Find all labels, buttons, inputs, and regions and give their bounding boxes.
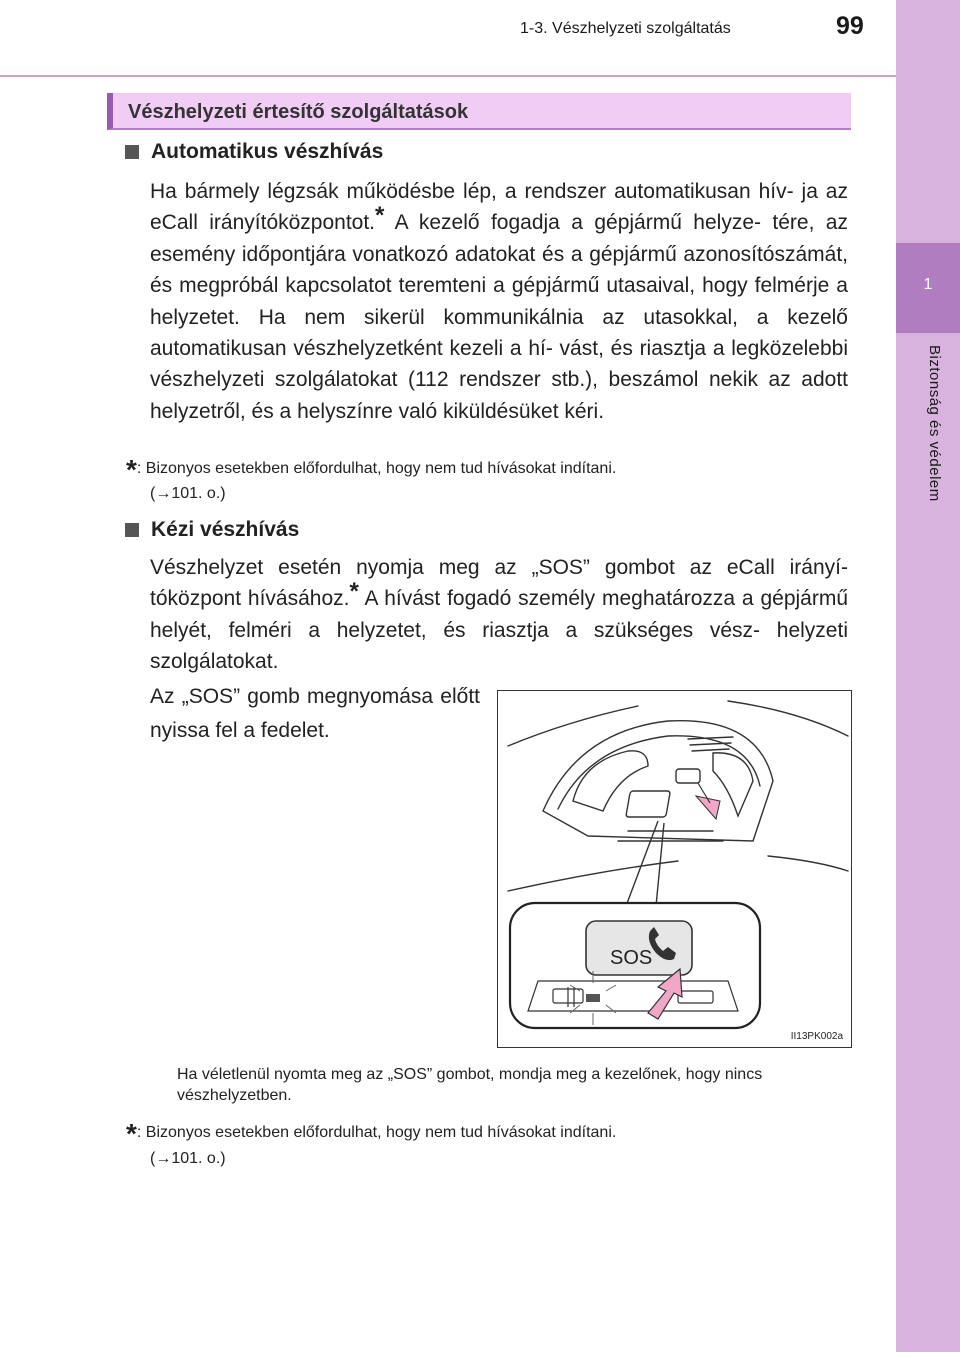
manual-caption: Az „SOS” gomb megnyomása előtt nyissa fel a fedelet. — [150, 685, 480, 742]
footnote-star-marker: * — [126, 1118, 137, 1149]
footnote-star: * — [375, 202, 385, 230]
bullet-square-icon — [125, 523, 139, 537]
overhead-console-drawing — [498, 691, 852, 1048]
automatic-text-2: A kezelő fogadja a gépjármű helyze- tére, az esemény időpontjára vonatkozó adatokat és a gépjármű azonosítószámát, és megpróbál kapcsolatot teremteni a gépjármű utasaival, hogy felmérje a helyzetet. Ha nem sikerül kommunikálnia az utasokkal, a kezelő automatikusan vészhelyzetként kezeli a hí- vást, és riasztja a legközelebbi vészhelyzeti szolgálatokat (112 rendszer stb.), beszámol nekik az adott helyzetről, és a helyszínre való kiküldésüket kéri. — [150, 211, 848, 423]
subheading-automatic — [125, 140, 383, 164]
section-title: Vészhelyzeti értesítő szolgáltatások — [128, 101, 469, 123]
automatic-footnote-text: : Bizonyos esetekben előfordulhat, hogy nem tud hívásokat indítani. — [136, 460, 617, 477]
manual-text-2: A hívást fogadó személy meghatározza a gépjármű helyét, felméri a helyzetet, és riasztja a szükséges vész- helyzeti szolgálatokat. — [150, 587, 849, 674]
header-rule — [0, 75, 896, 77]
page-number: 99 — [836, 12, 864, 40]
footnote-star: * — [349, 578, 359, 606]
automatic-paragraph — [150, 176, 848, 427]
manual-footnote-ref — [150, 1148, 870, 1170]
chapter-number: 1 — [923, 276, 933, 293]
subheading-manual-text: Kézi vészhívás — [151, 518, 300, 541]
manual-footnote — [126, 1118, 846, 1149]
subheading-automatic-text: Automatikus vészhívás — [151, 140, 384, 163]
footnote-star-marker: * — [126, 454, 137, 485]
automatic-text-1: Ha bármely légzsák működésbe lép, a rendszer automatikusan hív- ja az eCall irányítóközpontot. — [150, 180, 848, 235]
manual-paragraph — [150, 552, 848, 678]
automatic-footnote-page-ref: (→101. o.) — [150, 485, 226, 502]
manual-footnote-page-ref: (→101. o.) — [150, 1150, 226, 1167]
figure-code: II13PK002a — [790, 1031, 843, 1042]
subheading-manual — [125, 518, 299, 542]
manual-footnote-text: : Bizonyos esetekben előfordulhat, hogy nem tud hívásokat indítani. — [136, 1124, 617, 1141]
sos-button-illustration — [497, 690, 852, 1048]
bullet-square-icon — [125, 145, 139, 159]
chapter-label: Biztonság és védelem — [926, 345, 943, 502]
chapter-title: 1-3. Vészhelyzeti szolgáltatás — [520, 20, 731, 37]
sos-button-label: SOS — [610, 947, 653, 969]
accidental-press-note: Ha véletlenül nyomta meg az „SOS” gombot, mondja meg a kezelőnek, hogy nincs vészhelyzetben. — [177, 1066, 763, 1104]
chapter-side-tab — [896, 0, 960, 1352]
manual-text-1: Vészhelyzet esetén nyomja meg az „SOS” gombot az eCall irányí- tóközpont hívásához. — [150, 556, 848, 611]
automatic-footnote-ref — [150, 483, 870, 505]
section-header — [107, 93, 851, 130]
